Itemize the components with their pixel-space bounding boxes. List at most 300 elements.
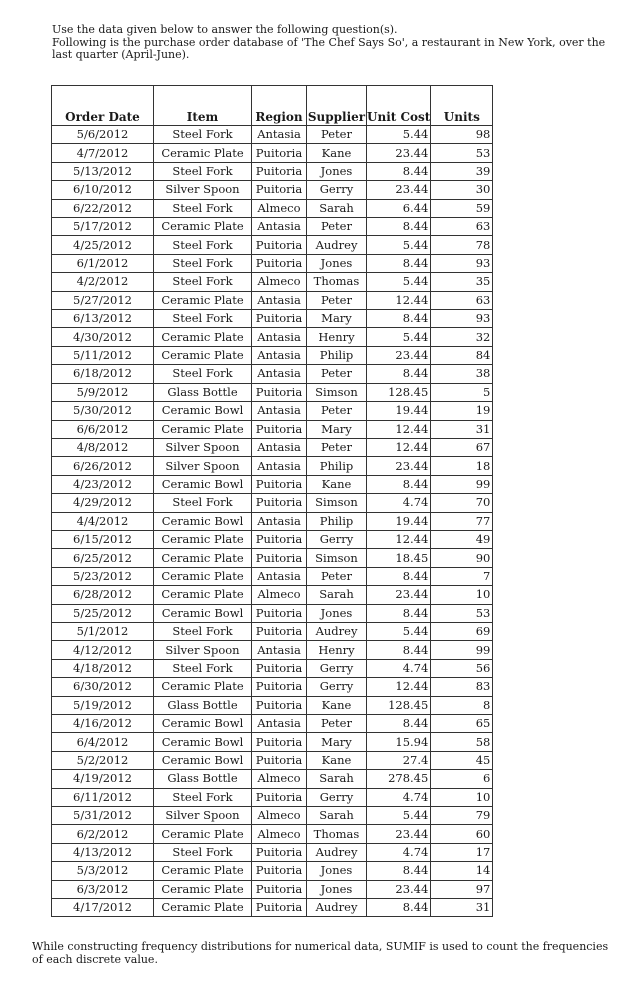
cell-order-date: 4/16/2012 <box>52 715 154 733</box>
table-row <box>52 549 493 567</box>
table-row <box>52 659 493 677</box>
cell-unit-cost: 23.44 <box>367 144 431 162</box>
cell-item: Ceramic Bowl <box>154 512 252 530</box>
cell-units: 6 <box>431 770 493 788</box>
cell-units: 59 <box>431 199 493 217</box>
cell-unit-cost: 15.94 <box>367 733 431 751</box>
header-item: Item <box>154 86 252 126</box>
intro-line-1: Use the data given below to answer the following question(s). <box>52 23 398 36</box>
cell-supplier: Sarah <box>307 770 367 788</box>
cell-unit-cost: 8.44 <box>367 862 431 880</box>
cell-region: Antasia <box>252 346 307 364</box>
cell-order-date: 6/15/2012 <box>52 530 154 548</box>
cell-item: Ceramic Plate <box>154 678 252 696</box>
cell-unit-cost: 4.74 <box>367 843 431 861</box>
cell-item: Ceramic Bowl <box>154 751 252 769</box>
cell-region: Puitoria <box>252 788 307 806</box>
cell-unit-cost: 8.44 <box>367 715 431 733</box>
cell-region: Puitoria <box>252 475 307 493</box>
cell-supplier: Audrey <box>307 899 367 917</box>
cell-supplier: Sarah <box>307 199 367 217</box>
cell-unit-cost: 8.44 <box>367 475 431 493</box>
cell-unit-cost: 23.44 <box>367 880 431 898</box>
cell-item: Ceramic Bowl <box>154 715 252 733</box>
table-row <box>52 402 493 420</box>
cell-units: 99 <box>431 475 493 493</box>
header-unit-cost: Unit Cost <box>367 86 431 126</box>
cell-item: Ceramic Plate <box>154 825 252 843</box>
cell-region: Puitoria <box>252 181 307 199</box>
table-row <box>52 475 493 493</box>
table-row <box>52 328 493 346</box>
cell-units: 38 <box>431 365 493 383</box>
cell-region: Antasia <box>252 567 307 585</box>
cell-region: Antasia <box>252 218 307 236</box>
table-row <box>52 604 493 622</box>
cell-item: Ceramic Plate <box>154 862 252 880</box>
cell-region: Antasia <box>252 512 307 530</box>
cell-item: Ceramic Plate <box>154 899 252 917</box>
cell-region: Puitoria <box>252 659 307 677</box>
cell-region: Antasia <box>252 402 307 420</box>
cell-region: Puitoria <box>252 751 307 769</box>
cell-supplier: Jones <box>307 880 367 898</box>
cell-order-date: 5/31/2012 <box>52 807 154 825</box>
cell-item: Glass Bottle <box>154 383 252 401</box>
cell-region: Antasia <box>252 291 307 309</box>
table-row <box>52 218 493 236</box>
cell-supplier: Mary <box>307 733 367 751</box>
header-order-date: Order Date <box>52 86 154 126</box>
cell-supplier: Mary <box>307 310 367 328</box>
cell-order-date: 4/25/2012 <box>52 236 154 254</box>
table-row <box>52 365 493 383</box>
cell-region: Puitoria <box>252 383 307 401</box>
table-header-row <box>52 86 493 126</box>
cell-supplier: Henry <box>307 641 367 659</box>
cell-order-date: 5/17/2012 <box>52 218 154 236</box>
table-row <box>52 825 493 843</box>
cell-item: Steel Fork <box>154 162 252 180</box>
cell-item: Steel Fork <box>154 494 252 512</box>
cell-region: Almeco <box>252 199 307 217</box>
cell-supplier: Kane <box>307 751 367 769</box>
cell-region: Puitoria <box>252 733 307 751</box>
cell-order-date: 6/1/2012 <box>52 254 154 272</box>
cell-supplier: Jones <box>307 162 367 180</box>
cell-region: Puitoria <box>252 604 307 622</box>
cell-item: Ceramic Plate <box>154 291 252 309</box>
cell-region: Puitoria <box>252 236 307 254</box>
cell-order-date: 6/11/2012 <box>52 788 154 806</box>
table-row <box>52 291 493 309</box>
cell-item: Ceramic Plate <box>154 346 252 364</box>
cell-region: Antasia <box>252 438 307 456</box>
table-row <box>52 199 493 217</box>
cell-units: 49 <box>431 530 493 548</box>
cell-units: 99 <box>431 641 493 659</box>
cell-units: 78 <box>431 236 493 254</box>
cell-region: Puitoria <box>252 899 307 917</box>
cell-units: 98 <box>431 126 493 144</box>
cell-item: Ceramic Bowl <box>154 733 252 751</box>
cell-region: Almeco <box>252 273 307 291</box>
cell-region: Puitoria <box>252 310 307 328</box>
cell-item: Silver Spoon <box>154 457 252 475</box>
cell-supplier: Jones <box>307 604 367 622</box>
cell-supplier: Gerry <box>307 530 367 548</box>
table-row <box>52 715 493 733</box>
cell-order-date: 5/1/2012 <box>52 622 154 640</box>
cell-supplier: Audrey <box>307 843 367 861</box>
cell-unit-cost: 5.44 <box>367 328 431 346</box>
cell-units: 19 <box>431 402 493 420</box>
cell-units: 70 <box>431 494 493 512</box>
cell-units: 32 <box>431 328 493 346</box>
cell-item: Glass Bottle <box>154 696 252 714</box>
table-row <box>52 144 493 162</box>
cell-item: Ceramic Plate <box>154 567 252 585</box>
cell-order-date: 6/30/2012 <box>52 678 154 696</box>
cell-region: Almeco <box>252 586 307 604</box>
cell-item: Steel Fork <box>154 843 252 861</box>
cell-region: Antasia <box>252 715 307 733</box>
cell-unit-cost: 8.44 <box>367 641 431 659</box>
cell-supplier: Peter <box>307 218 367 236</box>
header-region: Region <box>252 86 307 126</box>
cell-order-date: 5/3/2012 <box>52 862 154 880</box>
cell-supplier: Kane <box>307 144 367 162</box>
cell-order-date: 6/6/2012 <box>52 420 154 438</box>
cell-order-date: 5/6/2012 <box>52 126 154 144</box>
cell-unit-cost: 5.44 <box>367 273 431 291</box>
table-row <box>52 770 493 788</box>
table-row <box>52 880 493 898</box>
cell-supplier: Thomas <box>307 273 367 291</box>
cell-supplier: Simson <box>307 549 367 567</box>
question-intro <box>52 24 622 62</box>
cell-unit-cost: 5.44 <box>367 807 431 825</box>
table-row <box>52 899 493 917</box>
table-row <box>52 420 493 438</box>
cell-unit-cost: 8.44 <box>367 254 431 272</box>
cell-item: Silver Spoon <box>154 181 252 199</box>
cell-unit-cost: 8.44 <box>367 365 431 383</box>
cell-region: Puitoria <box>252 622 307 640</box>
cell-supplier: Simson <box>307 494 367 512</box>
cell-supplier: Jones <box>307 862 367 880</box>
cell-supplier: Peter <box>307 126 367 144</box>
cell-supplier: Audrey <box>307 236 367 254</box>
table-row <box>52 530 493 548</box>
table-row <box>52 438 493 456</box>
table-row <box>52 733 493 751</box>
cell-item: Ceramic Plate <box>154 586 252 604</box>
table-row <box>52 696 493 714</box>
table-row <box>52 457 493 475</box>
cell-region: Puitoria <box>252 696 307 714</box>
cell-unit-cost: 4.74 <box>367 494 431 512</box>
cell-order-date: 5/19/2012 <box>52 696 154 714</box>
cell-units: 10 <box>431 788 493 806</box>
table-row <box>52 586 493 604</box>
cell-unit-cost: 12.44 <box>367 678 431 696</box>
cell-supplier: Audrey <box>307 622 367 640</box>
cell-unit-cost: 19.44 <box>367 402 431 420</box>
cell-order-date: 4/23/2012 <box>52 475 154 493</box>
cell-supplier: Gerry <box>307 788 367 806</box>
cell-region: Almeco <box>252 807 307 825</box>
cell-units: 7 <box>431 567 493 585</box>
cell-region: Puitoria <box>252 678 307 696</box>
cell-item: Ceramic Bowl <box>154 402 252 420</box>
cell-units: 77 <box>431 512 493 530</box>
cell-order-date: 5/9/2012 <box>52 383 154 401</box>
cell-region: Puitoria <box>252 420 307 438</box>
cell-units: 63 <box>431 218 493 236</box>
table-row <box>52 751 493 769</box>
cell-item: Silver Spoon <box>154 641 252 659</box>
cell-units: 31 <box>431 899 493 917</box>
cell-units: 18 <box>431 457 493 475</box>
cell-unit-cost: 23.44 <box>367 586 431 604</box>
cell-order-date: 5/11/2012 <box>52 346 154 364</box>
cell-unit-cost: 278.45 <box>367 770 431 788</box>
cell-units: 93 <box>431 310 493 328</box>
cell-unit-cost: 23.44 <box>367 181 431 199</box>
intro-line-2: Following is the purchase order database of 'The Chef Says So', a restaurant in New York, over the last quarter (April-June). <box>52 35 606 61</box>
cell-supplier: Sarah <box>307 586 367 604</box>
cell-region: Almeco <box>252 770 307 788</box>
cell-units: 35 <box>431 273 493 291</box>
cell-unit-cost: 6.44 <box>367 199 431 217</box>
cell-unit-cost: 5.44 <box>367 622 431 640</box>
cell-order-date: 4/7/2012 <box>52 144 154 162</box>
cell-units: 17 <box>431 843 493 861</box>
cell-order-date: 4/19/2012 <box>52 770 154 788</box>
table-row <box>52 807 493 825</box>
cell-units: 5 <box>431 383 493 401</box>
cell-item: Ceramic Plate <box>154 328 252 346</box>
cell-unit-cost: 8.44 <box>367 567 431 585</box>
cell-units: 58 <box>431 733 493 751</box>
table-row <box>52 236 493 254</box>
cell-units: 53 <box>431 144 493 162</box>
cell-units: 31 <box>431 420 493 438</box>
table-row <box>52 843 493 861</box>
cell-unit-cost: 128.45 <box>367 383 431 401</box>
cell-region: Almeco <box>252 825 307 843</box>
cell-item: Ceramic Plate <box>154 549 252 567</box>
cell-region: Puitoria <box>252 144 307 162</box>
cell-order-date: 4/13/2012 <box>52 843 154 861</box>
cell-units: 45 <box>431 751 493 769</box>
cell-supplier: Kane <box>307 696 367 714</box>
cell-supplier: Thomas <box>307 825 367 843</box>
cell-item: Glass Bottle <box>154 770 252 788</box>
cell-unit-cost: 18.45 <box>367 549 431 567</box>
table-row <box>52 383 493 401</box>
cell-order-date: 4/30/2012 <box>52 328 154 346</box>
table-row <box>52 641 493 659</box>
table-row <box>52 162 493 180</box>
cell-units: 63 <box>431 291 493 309</box>
cell-unit-cost: 8.44 <box>367 218 431 236</box>
table-row <box>52 788 493 806</box>
table-row <box>52 678 493 696</box>
cell-region: Puitoria <box>252 254 307 272</box>
cell-units: 90 <box>431 549 493 567</box>
cell-units: 93 <box>431 254 493 272</box>
cell-unit-cost: 12.44 <box>367 420 431 438</box>
cell-unit-cost: 128.45 <box>367 696 431 714</box>
cell-region: Puitoria <box>252 549 307 567</box>
cell-unit-cost: 23.44 <box>367 825 431 843</box>
cell-units: 39 <box>431 162 493 180</box>
cell-unit-cost: 5.44 <box>367 126 431 144</box>
cell-item: Ceramic Plate <box>154 530 252 548</box>
cell-units: 65 <box>431 715 493 733</box>
cell-region: Puitoria <box>252 494 307 512</box>
cell-supplier: Peter <box>307 291 367 309</box>
cell-order-date: 4/17/2012 <box>52 899 154 917</box>
cell-supplier: Peter <box>307 567 367 585</box>
cell-order-date: 4/18/2012 <box>52 659 154 677</box>
cell-supplier: Gerry <box>307 659 367 677</box>
cell-unit-cost: 12.44 <box>367 291 431 309</box>
cell-unit-cost: 23.44 <box>367 346 431 364</box>
cell-order-date: 5/23/2012 <box>52 567 154 585</box>
table-row <box>52 310 493 328</box>
table-row <box>52 254 493 272</box>
cell-units: 53 <box>431 604 493 622</box>
cell-item: Steel Fork <box>154 273 252 291</box>
outro-text: While constructing frequency distributions for numerical data, SUMIF is used to count the frequencies of each discrete value. <box>32 940 609 966</box>
cell-order-date: 5/27/2012 <box>52 291 154 309</box>
cell-supplier: Henry <box>307 328 367 346</box>
cell-units: 30 <box>431 181 493 199</box>
cell-unit-cost: 19.44 <box>367 512 431 530</box>
cell-item: Silver Spoon <box>154 807 252 825</box>
cell-supplier: Jones <box>307 254 367 272</box>
cell-unit-cost: 4.74 <box>367 788 431 806</box>
cell-item: Steel Fork <box>154 365 252 383</box>
cell-region: Puitoria <box>252 880 307 898</box>
cell-unit-cost: 12.44 <box>367 438 431 456</box>
cell-order-date: 6/22/2012 <box>52 199 154 217</box>
cell-units: 83 <box>431 678 493 696</box>
cell-supplier: Sarah <box>307 807 367 825</box>
cell-order-date: 5/13/2012 <box>52 162 154 180</box>
cell-supplier: Peter <box>307 402 367 420</box>
question-outro <box>32 940 612 966</box>
cell-region: Puitoria <box>252 530 307 548</box>
header-supplier: Supplier <box>307 86 367 126</box>
cell-units: 79 <box>431 807 493 825</box>
cell-order-date: 5/25/2012 <box>52 604 154 622</box>
cell-order-date: 6/28/2012 <box>52 586 154 604</box>
cell-region: Antasia <box>252 328 307 346</box>
cell-unit-cost: 5.44 <box>367 236 431 254</box>
cell-item: Ceramic Bowl <box>154 475 252 493</box>
table-row <box>52 181 493 199</box>
cell-unit-cost: 12.44 <box>367 530 431 548</box>
table-row <box>52 494 493 512</box>
cell-item: Silver Spoon <box>154 438 252 456</box>
cell-unit-cost: 8.44 <box>367 310 431 328</box>
cell-units: 10 <box>431 586 493 604</box>
cell-item: Steel Fork <box>154 622 252 640</box>
table-row <box>52 346 493 364</box>
cell-units: 14 <box>431 862 493 880</box>
cell-units: 60 <box>431 825 493 843</box>
cell-units: 56 <box>431 659 493 677</box>
cell-region: Puitoria <box>252 843 307 861</box>
purchase-order-table <box>51 85 493 917</box>
cell-order-date: 4/4/2012 <box>52 512 154 530</box>
cell-supplier: Gerry <box>307 181 367 199</box>
cell-order-date: 6/18/2012 <box>52 365 154 383</box>
cell-supplier: Simson <box>307 383 367 401</box>
cell-unit-cost: 23.44 <box>367 457 431 475</box>
cell-units: 97 <box>431 880 493 898</box>
table-body <box>52 126 493 917</box>
cell-region: Puitoria <box>252 162 307 180</box>
table-row <box>52 567 493 585</box>
cell-order-date: 6/3/2012 <box>52 880 154 898</box>
cell-item: Steel Fork <box>154 254 252 272</box>
cell-order-date: 5/30/2012 <box>52 402 154 420</box>
cell-unit-cost: 27.4 <box>367 751 431 769</box>
cell-order-date: 6/26/2012 <box>52 457 154 475</box>
cell-item: Ceramic Plate <box>154 880 252 898</box>
cell-item: Ceramic Plate <box>154 420 252 438</box>
cell-region: Antasia <box>252 641 307 659</box>
cell-region: Antasia <box>252 126 307 144</box>
cell-unit-cost: 8.44 <box>367 899 431 917</box>
cell-supplier: Peter <box>307 365 367 383</box>
cell-units: 67 <box>431 438 493 456</box>
cell-units: 8 <box>431 696 493 714</box>
cell-units: 69 <box>431 622 493 640</box>
cell-item: Steel Fork <box>154 788 252 806</box>
cell-item: Ceramic Plate <box>154 218 252 236</box>
table-row <box>52 512 493 530</box>
table-row <box>52 126 493 144</box>
cell-supplier: Philip <box>307 457 367 475</box>
cell-order-date: 6/2/2012 <box>52 825 154 843</box>
cell-unit-cost: 4.74 <box>367 659 431 677</box>
cell-region: Puitoria <box>252 862 307 880</box>
cell-region: Antasia <box>252 365 307 383</box>
cell-order-date: 4/8/2012 <box>52 438 154 456</box>
table-row <box>52 622 493 640</box>
cell-item: Ceramic Plate <box>154 144 252 162</box>
cell-supplier: Gerry <box>307 678 367 696</box>
cell-item: Steel Fork <box>154 126 252 144</box>
cell-item: Steel Fork <box>154 659 252 677</box>
cell-order-date: 4/29/2012 <box>52 494 154 512</box>
cell-supplier: Philip <box>307 346 367 364</box>
cell-region: Antasia <box>252 457 307 475</box>
table-row <box>52 862 493 880</box>
cell-supplier: Mary <box>307 420 367 438</box>
cell-order-date: 6/10/2012 <box>52 181 154 199</box>
cell-unit-cost: 8.44 <box>367 604 431 622</box>
cell-item: Ceramic Bowl <box>154 604 252 622</box>
cell-unit-cost: 8.44 <box>367 162 431 180</box>
cell-supplier: Peter <box>307 438 367 456</box>
